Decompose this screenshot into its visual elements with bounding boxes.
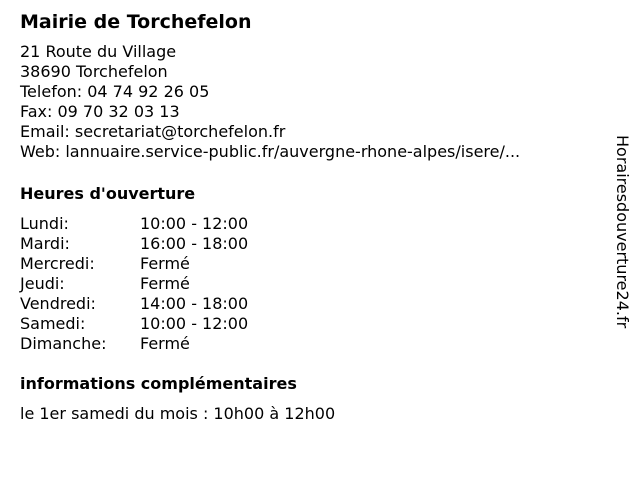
website-link: Web: lannuaire.service-public.fr/auvergne-rhone-alpes/isere/... [20, 142, 521, 161]
hours-day: Mardi: [20, 234, 70, 253]
page-title: Mairie de Torchefelon [20, 11, 252, 33]
hours-time: Fermé [140, 274, 190, 293]
hours-row [20, 274, 600, 294]
hours-time: Fermé [140, 254, 190, 273]
hours-row [20, 314, 600, 334]
info-heading: informations complémentaires [20, 374, 297, 393]
fax-number: Fax: 09 70 32 03 13 [20, 102, 180, 121]
hours-time: Fermé [140, 334, 190, 353]
hours-row [20, 234, 600, 254]
address-block [20, 42, 600, 162]
phone-number: Telefon: 04 74 92 26 05 [20, 82, 210, 101]
hours-heading: Heures d'ouverture [20, 184, 196, 203]
hours-day: Lundi: [20, 214, 69, 233]
email-address: Email: secretariat@torchefelon.fr [20, 122, 286, 141]
info-text: le 1er samedi du mois : 10h00 à 12h00 [20, 404, 336, 423]
hours-row [20, 334, 600, 354]
hours-day: Vendredi: [20, 294, 96, 313]
hours-row [20, 214, 600, 234]
hours-row [20, 254, 600, 274]
hours-time: 14:00 - 18:00 [140, 294, 249, 313]
main-content [20, 8, 600, 424]
hours-day: Jeudi: [20, 274, 65, 293]
hours-time: 10:00 - 12:00 [140, 214, 249, 233]
hours-day: Mercredi: [20, 254, 95, 273]
hours-day: Samedi: [20, 314, 86, 333]
hours-time: 16:00 - 18:00 [140, 234, 249, 253]
site-watermark: Horairesdouverture24.fr [613, 135, 632, 329]
hours-day: Dimanche: [20, 334, 107, 353]
hours-time: 10:00 - 12:00 [140, 314, 249, 333]
address-city: 38690 Torchefelon [20, 62, 168, 81]
opening-hours-table [20, 214, 600, 354]
hours-row [20, 294, 600, 314]
address-street: 21 Route du Village [20, 42, 177, 61]
